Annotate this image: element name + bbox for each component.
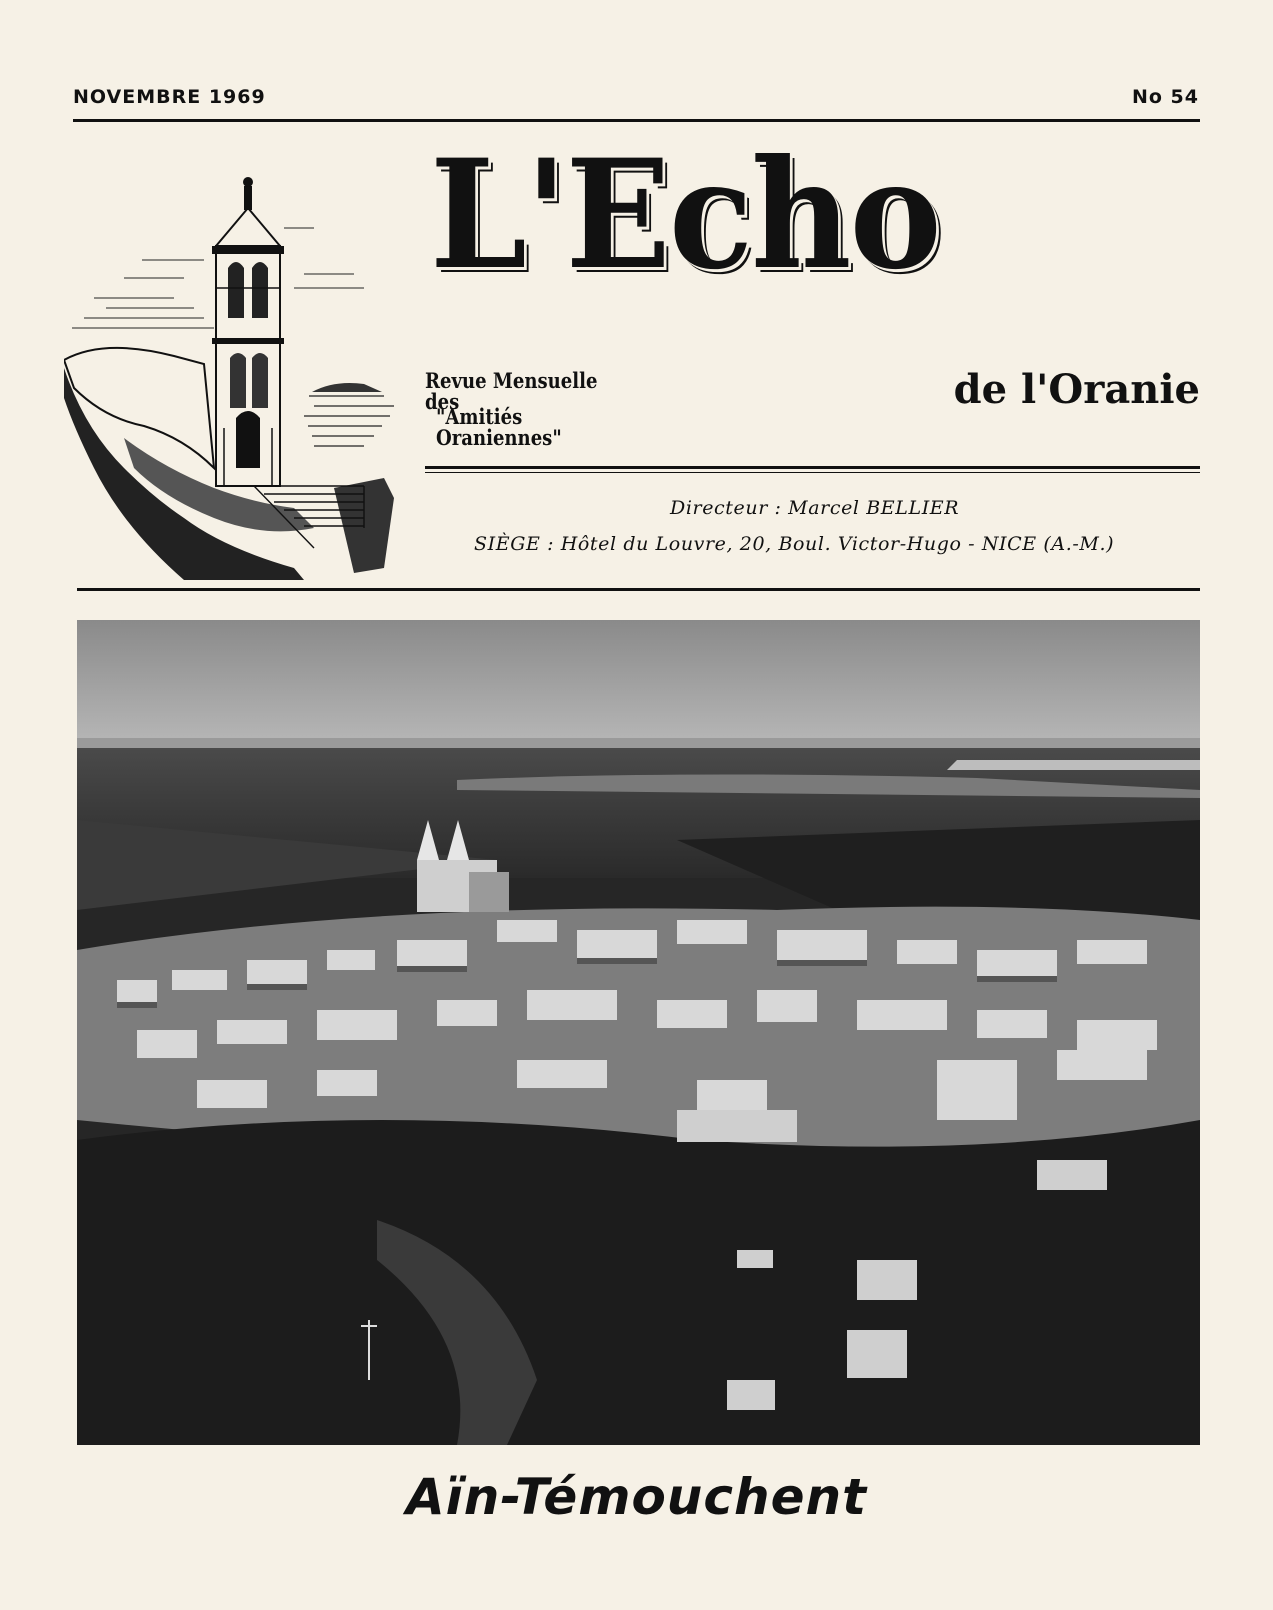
aerial-town-photo: [77, 620, 1200, 1445]
chapel-illustration: [64, 168, 397, 580]
siege-address: SIÈGE : Hôtel du Louvre, 20, Boul. Victor-Hugo - NICE (A.-M.): [474, 533, 1115, 555]
cover-caption: Aïn-Témouchent: [405, 1468, 868, 1526]
masthead-subtitle-line1: Revue Mensuelle des: [425, 368, 598, 414]
issue-date: NOVEMBRE 1969: [73, 86, 266, 108]
director-line: Directeur : Marcel BELLIER: [670, 497, 960, 519]
masthead-double-rule-bottom: [425, 472, 1200, 473]
masthead-bottom-rule: [77, 588, 1200, 591]
masthead-subtitle-line2: "Amitiés Oraniennes": [436, 404, 562, 450]
masthead-title: L'Echo: [430, 127, 940, 303]
top-rule: [73, 119, 1200, 122]
masthead-title-suffix: de l'Oranie: [953, 366, 1200, 413]
masthead-double-rule-top: [425, 466, 1200, 469]
issue-number: No 54: [1131, 86, 1199, 108]
